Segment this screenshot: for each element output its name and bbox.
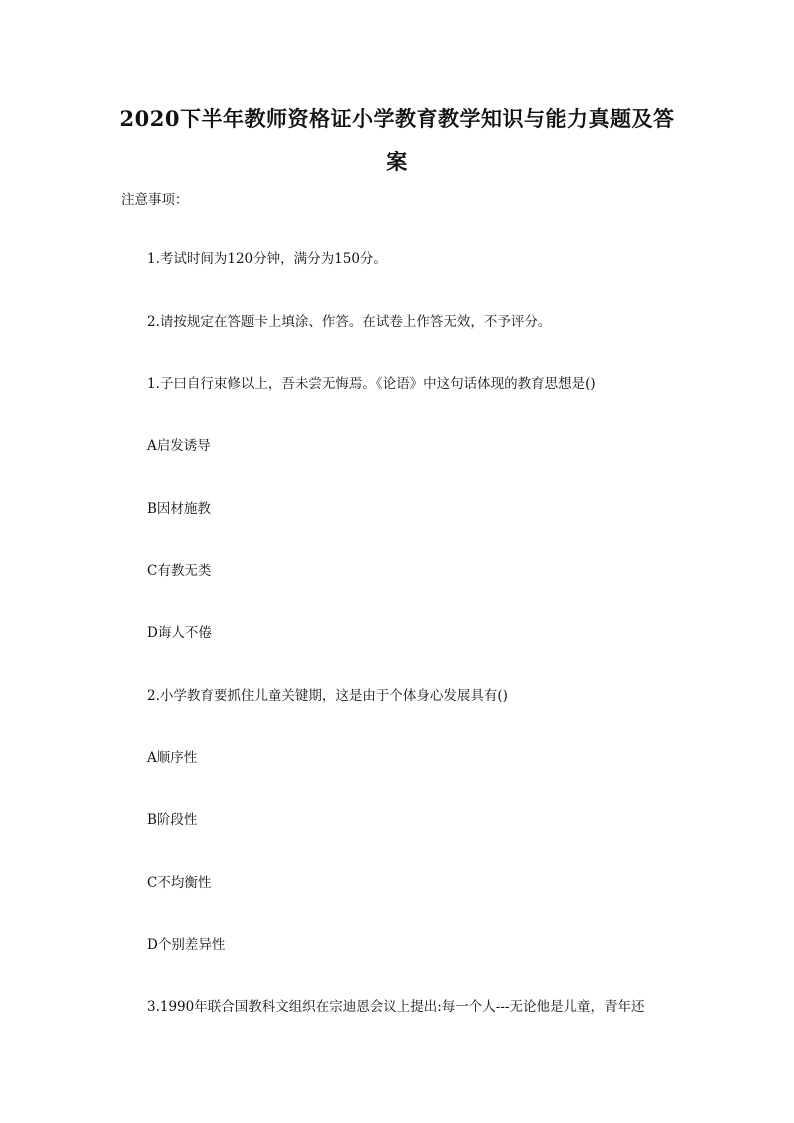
question-1-option-b: B因材施教	[147, 501, 211, 517]
notes-heading: 注意事项：	[121, 192, 189, 208]
question-1-option-c: C有教无类	[147, 563, 212, 579]
question-2-option-a: A顺序性	[147, 750, 198, 766]
document-title-line-1: 2020下半年教师资格证小学教育教学知识与能力真题及答	[119, 106, 675, 131]
question-2-stem: 2.小学教育要抓住儿童关键期，这是由于个体身心发展具有()	[147, 688, 508, 704]
question-1-option-a: A启发诱导	[147, 438, 211, 454]
note-item-2: 2.请按规定在答题卡上填涂、作答。在试卷上作答无效，不予评分。	[147, 314, 552, 330]
question-2-option-c: C不均衡性	[147, 875, 212, 891]
question-1-option-d: D诲人不倦	[147, 625, 212, 641]
question-3-stem: 3.1990年联合国教科文组织在宗迪恩会议上提出:每一个人---无论他是儿童，青年还	[147, 999, 645, 1015]
question-1-stem: 1.子曰自行束修以上，吾未尝无悔焉。《论语》中这句话体现的教育思想是()	[147, 376, 596, 392]
note-item-1: 1.考试时间为120分钟，满分为150分。	[147, 251, 387, 267]
question-2-option-d: D个别差异性	[147, 937, 226, 953]
question-2-option-b: B阶段性	[147, 812, 198, 828]
document-title-line-2: 案	[386, 149, 408, 174]
